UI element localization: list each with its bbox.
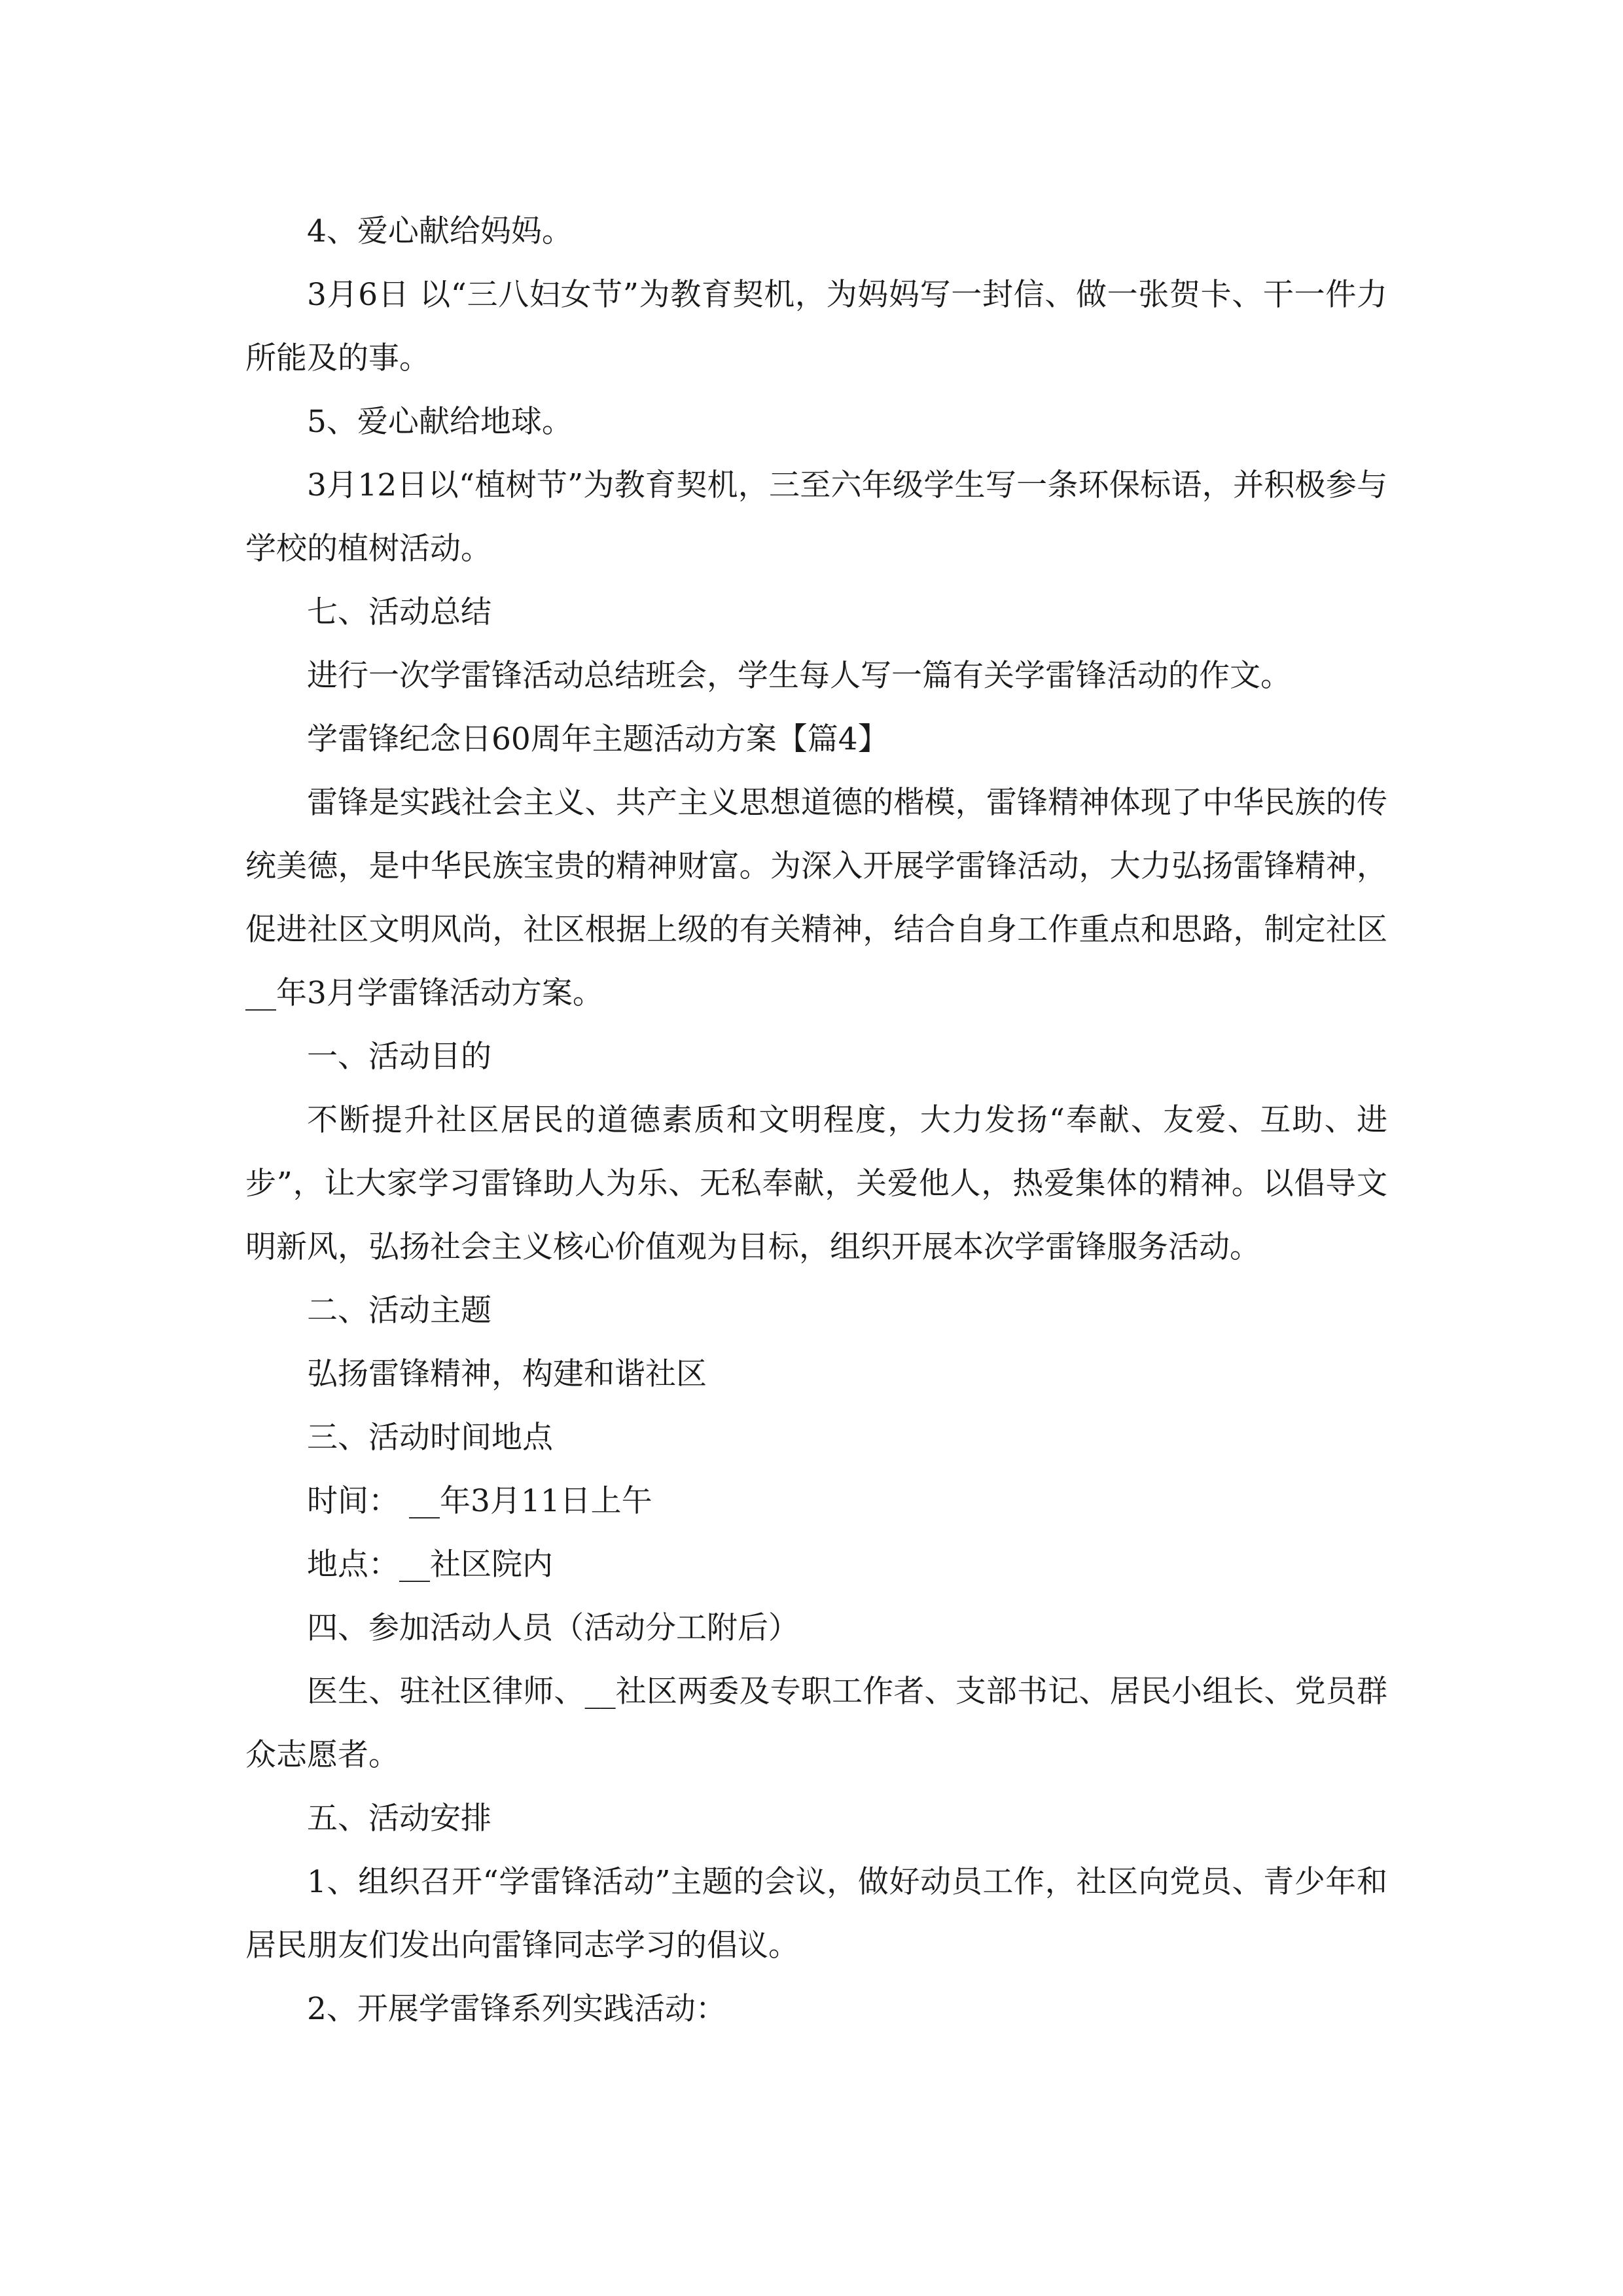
paragraph: 4、爱心献给妈妈。 [307,213,573,249]
paragraph: 进行一次学雷锋活动总结班会，学生每人写一篇有关学雷锋活动的作文。 [307,658,1291,694]
section-heading: 四、参加活动人员（活动分工附后） [307,1610,799,1646]
section-heading: 二、活动主题 [307,1293,491,1329]
section-heading: 三、活动时间地点 [307,1420,553,1456]
document-subtitle: 学雷锋纪念日60周年主题活动方案【篇4】 [307,721,889,757]
paragraph: 时间： __年3月11日上午 [307,1483,652,1519]
paragraph: 3月6日 以“三八妇女节”为教育契机，为妈妈写一封信、做一张贺卡、干一件力所能及的事。 [245,277,1387,376]
section-heading: 五、活动安排 [307,1801,491,1837]
document-body [245,200,1387,2041]
paragraph: 5、爱心献给地球。 [307,404,573,440]
section-heading: 一、活动目的 [307,1039,491,1075]
paragraph: 3月12日以“植树节”为教育契机，三至六年级学生写一条环保标语，并积极参与学校的植树活动。 [245,467,1387,567]
paragraph: 医生、驻社区律师、__社区两委及专职工作者、支部书记、居民小组长、党员群众志愿者。 [245,1674,1387,1773]
section-heading: 七、活动总结 [307,594,491,630]
paragraph: 雷锋是实践社会主义、共产主义思想道德的楷模，雷锋精神体现了中华民族的传统美德，是中华民族宝贵的精神财富。为深入开展学雷锋活动，大力弘扬雷锋精神，促进社区文明风尚，社区根据上级的有关精神，结合自身工作重点和思路，制定社区__年3月学雷锋活动方案。 [245,785,1387,1011]
paragraph: 弘扬雷锋精神，构建和谐社区 [307,1356,707,1392]
paragraph: 1、组织召开“学雷锋活动”主题的会议，做好动员工作，社区向党员、青少年和居民朋友们发出向雷锋同志学习的倡议。 [245,1864,1387,1964]
paragraph: 地点：__社区院内 [307,1547,553,1583]
paragraph: 2、开展学雷锋系列实践活动： [307,1991,726,2027]
paragraph: 不断提升社区居民的道德素质和文明程度，大力发扬“奉献、友爱、互助、进步”，让大家学习雷锋助人为乐、无私奉献，关爱他人，热爱集体的精神。以倡导文明新风，弘扬社会主义核心价值观为目标，组织开展本次学雷锋服务活动。 [245,1102,1387,1265]
